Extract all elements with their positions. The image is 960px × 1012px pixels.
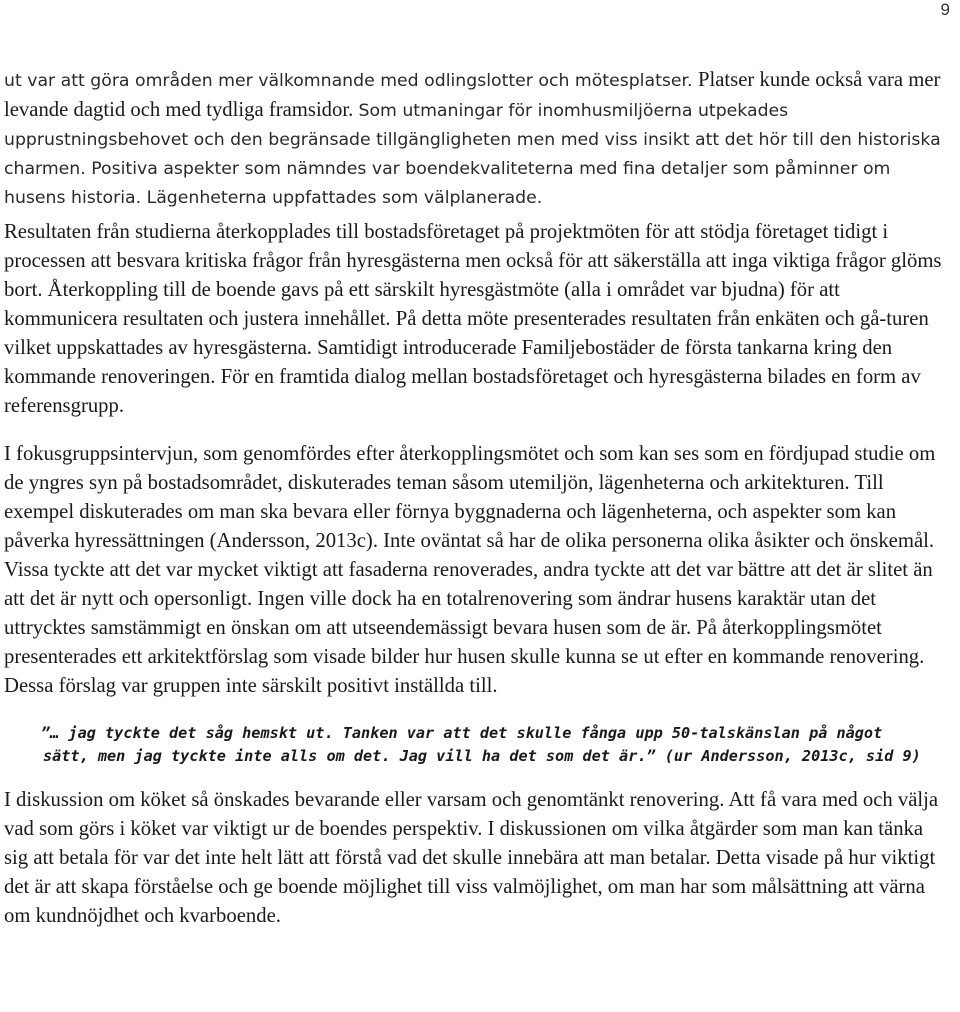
document-body <box>4 66 944 931</box>
paragraph-feedback: Resultaten från studierna återkopplades till bostadsföretaget på projektmöten för att stödja företaget tidigt i processen att besvara kritiska frågor från hyresgästerna men också för att säkerställa att inga viktiga frågor glöms bort. Återkoppling till de boende gavs på ett särskilt hyresgästmöte (alla i området var bjudna) för att kommunicera resultaten och justera innehållet. På detta möte presenterades resultaten från enkäten och gå-turen vilket uppskattades av hyresgästerna. Samtidigt introducerade Familjebostäder de första tankarna kring den kommande renoveringen. För en framtida dialog mellan bostadsföretaget och hyresgästerna bilades en form av referensgrupp. <box>4 221 942 417</box>
quote-line-2: sätt, men jag tyckte inte alls om det. Jag vill ha det som det är.” (ur Andersson, 2013c, sid 9) <box>43 746 921 765</box>
paragraph-outdoor-indoor <box>4 66 944 213</box>
paragraph-text-serif: Platser kunde också vara mer levande dagtid och med tydliga framsidor. <box>4 69 941 121</box>
paragraph-text-sans-b: Som utmaningar för inomhusmiljöerna utpekades upprustningsbehovet och den begränsade tillgängligheten men med viss insikt att det hör till den historiska charmen. Positiva aspekter som nämndes var boendekvaliteterna med fina detaljer som påminner om husens historia. Lägenheterna uppfattades som välplanerade. <box>4 101 941 208</box>
page-number: 9 <box>940 0 950 19</box>
paragraph-kitchen: I diskussion om köket så önskades bevarande eller varsam och genomtänkt renovering. Att få vara med och välja vad som görs i köket var viktigt ur de boendes perspektiv. I diskussionen om vilka åtgärder som man kan tänka sig att betala för var det inte helt lätt att förstå vad det skulle innebära att man betalar. Detta visade på hur viktigt det är att skapa förståelse och ge boende möjlighet till viss valmöjlighet, om man har som målsättning att värna om kundnöjdhet och kvarboende. <box>4 789 939 927</box>
paragraph-focus-group: I fokusgruppsintervjun, som genomfördes efter återkopplingsmötet och som kan ses som en fördjupad studie om de yngres syn på bostadsområdet, diskuterades teman såsom utemiljön, lägenheterna och arkitekturen. Till exempel diskuterades om man ska bevara eller förnya byggnaderna och lägenheterna, och aspekter som kan påverka hyressättningen (Andersson, 2013c). Inte oväntat så har de olika personerna olika åsikter och önskemål. Vissa tyckte att det var mycket viktigt att fasaderna renoverades, andra tyckte att det var bättre att det är slitet än att det är nytt och opersonligt. Ingen ville dock ha en totalrenovering som ändrar husens karaktär utan det uttrycktes samstämmigt en önskan om att utseendemässigt bevara husen som de är. På återkopplingsmötet presenterades ett arkitektförslag som visade bilder hur husen skulle kunna se ut efter en kommande renovering. Dessa förslag var gruppen inte särskilt positivt inställda till. <box>4 443 936 697</box>
paragraph-text-sans-a: ut var att göra områden mer välkomnande med odlingslotter och mötesplatser. <box>4 71 698 91</box>
quote-line-1: ”… jag tyckte det såg hemskt ut. Tanken var att det skulle fånga upp 50-talskänslan på något <box>41 724 883 742</box>
interview-quote <box>41 722 944 767</box>
